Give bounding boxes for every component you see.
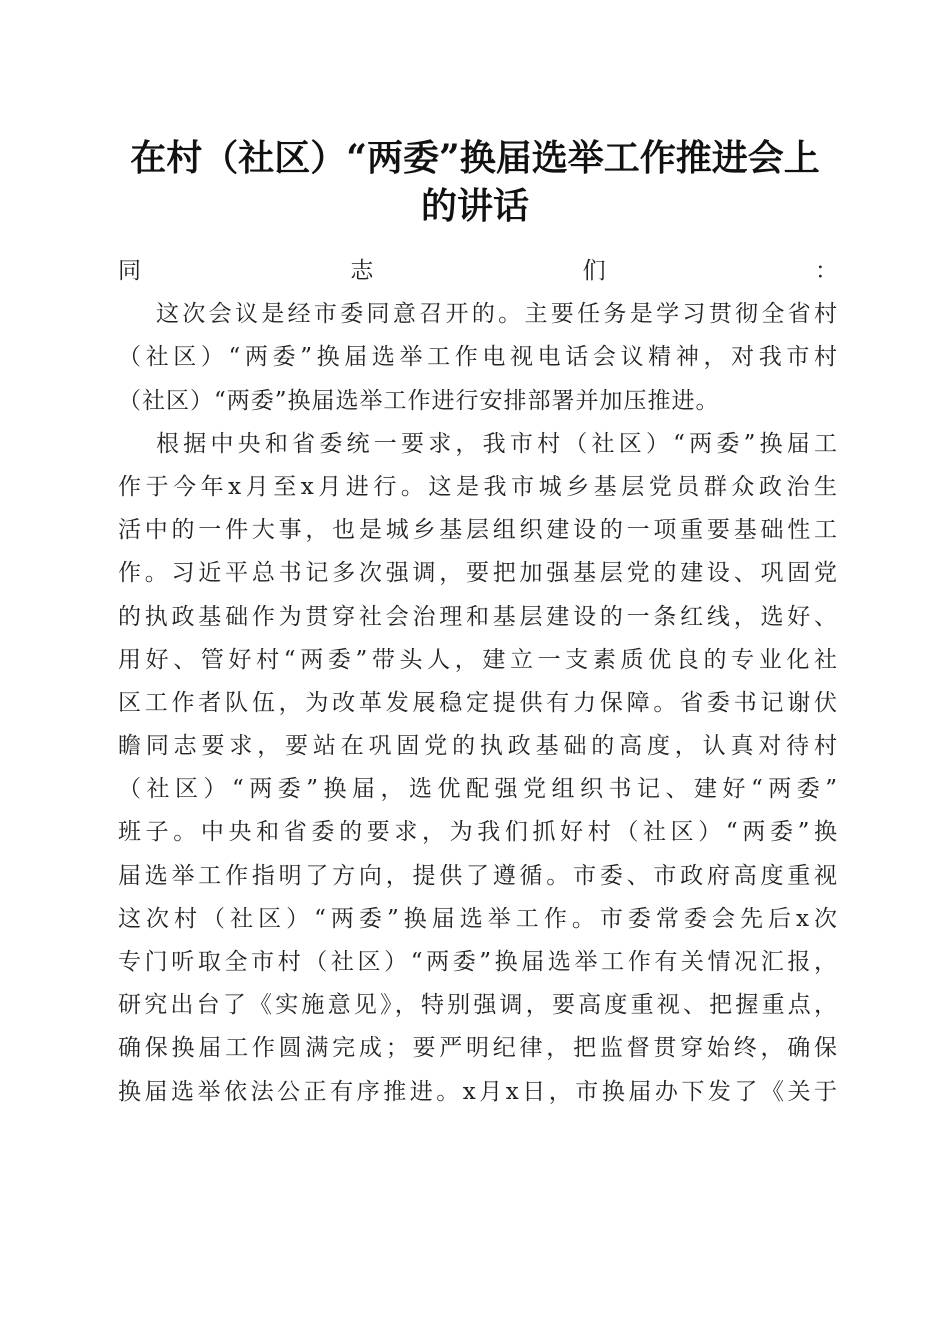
paragraph-line: 确保换届工作圆满完成；要严明纪律，把监督贯穿始终，确保	[118, 1035, 838, 1062]
title-line-1: 在村（社区）“两委”换届选举工作推进会上	[130, 137, 820, 179]
paragraph-line: 瞻同志要求，要站在巩固党的执政基础的高度，认真对待村	[118, 733, 838, 760]
paragraph-line: 用好、管好村“两委”带头人，建立一支素质优良的专业化社	[118, 646, 838, 673]
paragraph-line: 研究出台了《实施意见》，特别强调，要高度重视、把握重点，	[118, 992, 838, 1019]
paragraph-line: 专门听取全市村（社区）“两委”换届选举工作有关情况汇报，	[118, 949, 838, 975]
document-title	[100, 134, 850, 230]
salutation: 同志们：	[118, 258, 838, 284]
paragraph-line: 届选举工作指明了方向，提供了遵循。市委、市政府高度重视	[118, 862, 838, 889]
paragraph-line: （社区）“两委”换届，选优配强党组织书记、建好“两委”	[118, 776, 838, 803]
paragraph-line: 根据中央和省委统一要求，我市村（社区）“两委”换届工	[156, 430, 838, 457]
paragraph-line: 区工作者队伍，为改革发展稳定提供有力保障。省委书记谢伏	[118, 689, 838, 716]
document-body	[118, 250, 838, 1114]
paragraph-line: 换届选举依法公正有序推进。x月x日，市换届办下发了《关于	[118, 1078, 838, 1105]
paragraph-line: 作于今年x月至x月进行。这是我市城乡基层党员群众政治生	[118, 473, 838, 500]
paragraph-line: 这次会议是经市委同意召开的。主要任务是学习贯彻全省村	[156, 301, 838, 328]
paragraph-line: 的执政基础作为贯穿社会治理和基层建设的一条红线，选好、	[118, 603, 838, 630]
paragraph-line: 作。习近平总书记多次强调，要把加强基层党的建设、巩固党	[118, 560, 838, 587]
paragraph-line: （社区）“两委”换届选举工作电视电话会议精神，对我市村	[118, 344, 838, 371]
paragraph-1	[118, 293, 838, 423]
title-line-2: 的讲话	[420, 185, 529, 227]
paragraph-line: 活中的一件大事，也是城乡基层组织建设的一项重要基础性工	[118, 517, 838, 544]
paragraph-2	[118, 423, 838, 1114]
paragraph-line: 班子。中央和省委的要求，为我们抓好村（社区）“两委”换	[118, 819, 838, 846]
paragraph-line: （社区）“两委”换届选举工作进行安排部署并加压推进。	[118, 387, 720, 414]
paragraph-line: 这次村（社区）“两委”换届选举工作。市委常委会先后x次	[118, 905, 838, 932]
